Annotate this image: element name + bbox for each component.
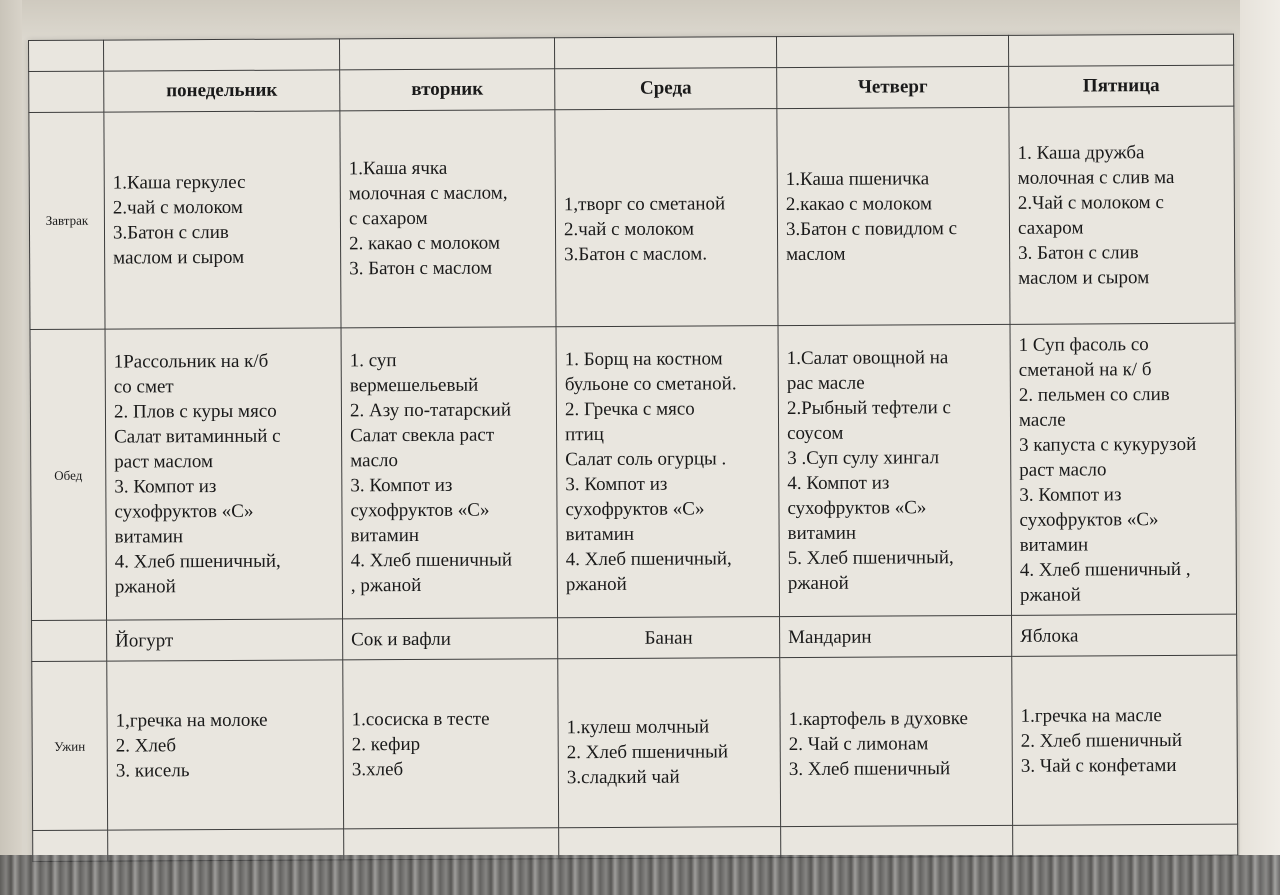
menu-line: 2. Азу по-татарский (349, 399, 512, 422)
menu-line: 2.Рыбный тефтели с (786, 397, 951, 420)
menu-line: 1,гречка на молоке (115, 709, 268, 732)
menu-line: 1. Каша дружба (1017, 141, 1145, 164)
menu-line: масло (350, 450, 399, 472)
menu-line: 4. Компот из (787, 472, 890, 495)
menu-cell-lunch-thursday (778, 324, 1012, 617)
menu-cell-snack-thursday: Мандарин (780, 616, 1012, 658)
menu-cell-dinner-tuesday (343, 659, 559, 829)
menu-line: 3.сладкий чай (566, 766, 680, 788)
menu-line: 4. Хлеб пшеничный (350, 549, 513, 572)
menu-line: 3.хлеб (351, 758, 404, 781)
menu-line: раст масло (1019, 458, 1107, 481)
menu-line: , ржаной (350, 574, 422, 597)
menu-cell-lunch-tuesday (341, 326, 558, 619)
menu-line: 3.Батон с маслом. (564, 243, 708, 266)
table-header-row (29, 65, 1234, 112)
menu-line: ржаной (565, 573, 627, 596)
menu-line: сухофруктов «С» (787, 497, 927, 520)
menu-line: 3. Батон с слив (1018, 241, 1139, 264)
menu-line: 2. пельмен со слив (1018, 383, 1170, 406)
menu-line: соусом (787, 422, 844, 445)
menu-line: 3. Компот из (114, 476, 217, 498)
day-header-wednesday: Среда (555, 67, 777, 109)
menu-line: 3. Компот из (565, 473, 668, 496)
day-header-friday: Пятница (1009, 65, 1234, 107)
menu-line: 3. Компот из (350, 474, 453, 497)
menu-line: маслом и сыром (1018, 266, 1150, 289)
menu-line: 2.Чай с молоком с (1017, 191, 1164, 214)
menu-cell-dinner-friday (1012, 656, 1238, 826)
corner-cell (29, 71, 104, 112)
menu-line: маслом (786, 243, 846, 265)
menu-cell-breakfast-wednesday (555, 108, 778, 326)
table-row-breakfast (29, 106, 1235, 329)
weekly-menu-table (28, 34, 1238, 862)
menu-cell-dinner-wednesday (558, 658, 781, 828)
menu-line: 1.Каша пшеничка (785, 167, 930, 190)
menu-line: 2. Хлеб пшеничный (1020, 729, 1183, 752)
day-header-monday: понедельник (104, 70, 340, 112)
menu-cell-snack-friday: Яблока (1012, 615, 1237, 657)
menu-line: 3. Батон с маслом (349, 257, 493, 280)
table-cell (559, 827, 781, 859)
table-cell (554, 37, 776, 69)
menu-line: сухофруктов «С» (350, 499, 490, 522)
menu-line: 1.картофель в духовке (788, 707, 969, 730)
menu-cell-snack-monday: Йогурт (107, 619, 343, 661)
menu-line: 1.гречка на масле (1020, 704, 1162, 727)
menu-line: 2. кефир (351, 733, 421, 756)
table-cell (1013, 824, 1238, 856)
menu-line: ржаной (1019, 584, 1081, 606)
menu-sheet (28, 34, 1237, 862)
menu-line: 2.чай с молоком (112, 196, 243, 219)
menu-line: сухофруктов «С» (565, 498, 705, 521)
menu-cell-lunch-monday (105, 328, 343, 621)
menu-line: 1.Каша геркулес (112, 171, 246, 194)
meal-label-snack (32, 621, 107, 662)
table-cell (104, 39, 340, 71)
menu-line: 1,творг со сметаной (563, 193, 726, 216)
menu-line: ржаной (114, 576, 176, 598)
menu-line: сухофруктов «С» (1019, 508, 1159, 531)
menu-line: 2. Гречка с мясо (564, 398, 695, 421)
menu-line: раст маслом (114, 451, 214, 473)
menu-line: бульоне со сметаной. (564, 373, 737, 396)
menu-line: 4. Хлеб пшеничный , (1019, 558, 1191, 581)
menu-line: витамин (787, 522, 857, 545)
menu-line: 3. Компот из (1019, 483, 1122, 506)
menu-line: молочная с маслом, (348, 182, 508, 205)
menu-line: 1Рассольник на к/б (113, 350, 269, 373)
menu-line: вермешельевый (349, 374, 479, 397)
menu-line: ржаной (787, 572, 849, 595)
menu-line: 2. Хлеб (115, 735, 177, 757)
menu-line: 4. Хлеб пшеничный, (114, 550, 281, 573)
menu-line: витамин (350, 524, 420, 547)
menu-line: 4. Хлеб пшеничный, (565, 548, 732, 571)
menu-line: маслом и сыром (113, 246, 245, 269)
photo-bottom-edge (0, 855, 1280, 895)
menu-line: 3. Чай с конфетами (1020, 754, 1177, 777)
menu-cell-breakfast-friday (1009, 106, 1235, 324)
meal-label-breakfast: Завтрак (29, 112, 105, 329)
meal-label-lunch: Обед (30, 329, 107, 621)
menu-line: 3. Хлеб пшеничный (788, 757, 951, 780)
menu-cell-breakfast-tuesday (340, 109, 556, 327)
table-row-dinner (32, 656, 1238, 831)
menu-line: 1.Каша ячка (348, 157, 448, 180)
table-row-lunch (30, 323, 1237, 621)
menu-line: 2.чай с молоком (563, 218, 695, 241)
menu-line: 1. суп (349, 350, 397, 372)
menu-line: 1.Салат овощной на (786, 347, 949, 370)
menu-line: с сахаром (348, 208, 428, 230)
menu-line: рас масле (786, 372, 865, 395)
menu-line: Салат соль огурцы . (565, 448, 727, 471)
menu-line: со смет (113, 376, 174, 398)
menu-cell-breakfast-thursday (777, 107, 1010, 325)
photo-left-edge (0, 0, 22, 895)
menu-line: 1 Суп фасоль со (1018, 333, 1149, 356)
menu-line: 1.сосиска в тесте (351, 708, 490, 731)
menu-line: 3 .Суп сулу хингал (787, 447, 940, 470)
menu-line: 2. какао с молоком (349, 232, 501, 255)
table-cell (29, 40, 104, 71)
menu-line: витамин (1019, 533, 1089, 556)
menu-line: витамин (565, 523, 635, 546)
menu-line: 5. Хлеб пшеничный, (787, 547, 954, 570)
table-cell (1008, 34, 1233, 66)
menu-line: молочная с слив ма (1017, 166, 1175, 189)
meal-label-dinner: Ужин (32, 661, 108, 830)
menu-line: 1. Борщ на костном (564, 348, 723, 371)
menu-line: масле (1018, 409, 1066, 431)
menu-line: 3. кисель (115, 759, 190, 782)
menu-cell-breakfast-monday (104, 111, 341, 329)
menu-cell-lunch-friday (1010, 323, 1237, 616)
menu-line: сметаной на к/ б (1018, 358, 1152, 381)
menu-cell-dinner-thursday (780, 657, 1013, 827)
menu-line: 2. Чай с лимонам (788, 733, 929, 755)
menu-line: 3 капуста с кукурузой (1019, 433, 1197, 456)
menu-line: 1.кулеш молчный (566, 716, 710, 738)
table-cell (339, 38, 554, 70)
menu-line: птиц (565, 424, 604, 446)
menu-line: сахаром (1017, 217, 1084, 239)
photo-right-edge (1240, 0, 1280, 895)
table-cell (781, 826, 1013, 858)
table-cell (776, 35, 1008, 67)
menu-cell-snack-tuesday: Сок и вафли (343, 618, 558, 660)
day-header-thursday: Четверг (777, 66, 1009, 108)
menu-line: сухофруктов «С» (114, 500, 254, 523)
day-header-tuesday: вторник (340, 68, 555, 110)
table-row-snack (32, 615, 1237, 662)
menu-line: 2. Плов с куры мясо (113, 400, 277, 423)
menu-line: 2.какао с молоком (785, 192, 933, 215)
menu-line: Салат витаминный с (114, 425, 281, 448)
menu-line: витамин (114, 526, 184, 548)
menu-cell-lunch-wednesday (556, 325, 780, 618)
menu-line: Салат свекла раст (350, 424, 495, 447)
menu-line: 2. Хлеб пшеничный (566, 741, 729, 763)
menu-line: 3.Батон с слив (112, 221, 229, 244)
menu-line: 3.Батон с повидлом с (785, 217, 958, 240)
menu-cell-snack-wednesday: Банан (558, 617, 780, 659)
menu-cell-dinner-monday (107, 660, 344, 830)
